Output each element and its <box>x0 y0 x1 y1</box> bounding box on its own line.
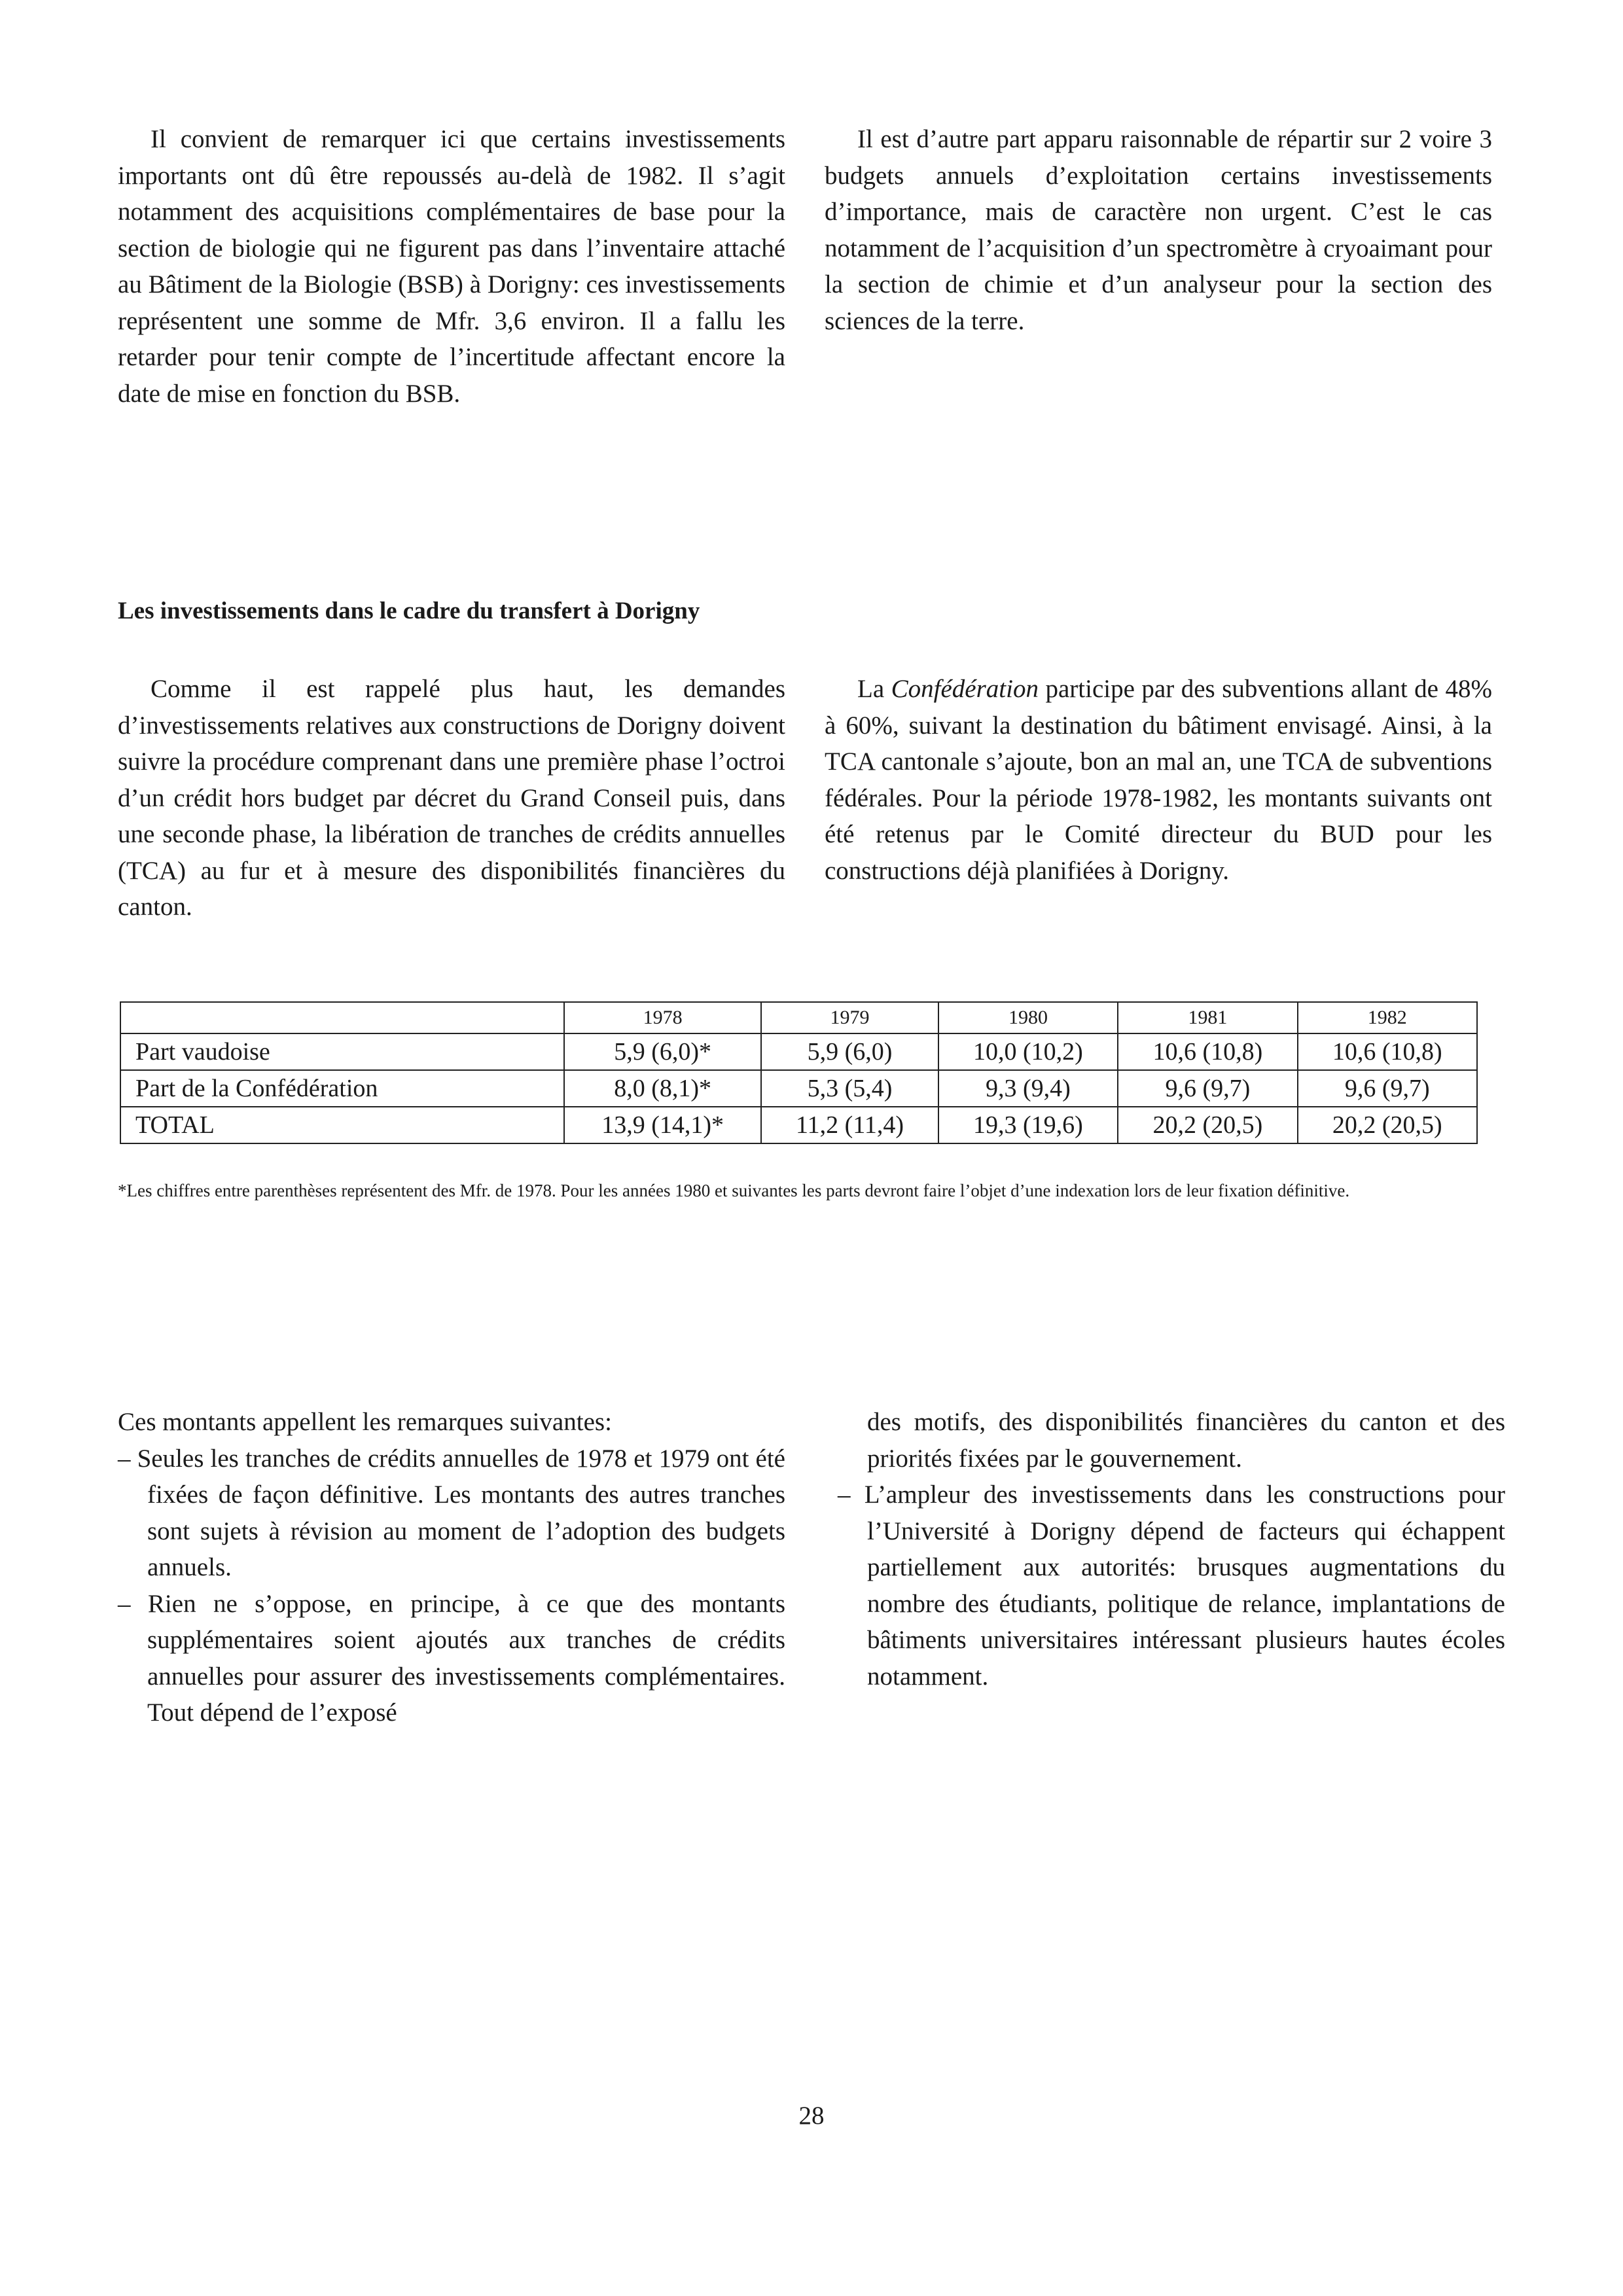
table-cell: 20,2 (20,5) <box>1298 1107 1477 1143</box>
table-corner-cell <box>120 1002 564 1033</box>
row-label: Part de la Confédération <box>120 1070 564 1107</box>
paragraph-confederation <box>825 671 1492 889</box>
investment-table <box>120 1001 1478 1144</box>
bottom-right-column <box>838 1404 1505 1695</box>
year-header: 1981 <box>1118 1002 1297 1033</box>
table-cell: 10,6 (10,8) <box>1118 1033 1297 1070</box>
table-row-total <box>120 1107 1477 1143</box>
table-cell: 9,6 (9,7) <box>1298 1070 1477 1107</box>
table-header-row <box>120 1002 1477 1033</box>
middle-right-column <box>825 671 1492 889</box>
bottom-left-column <box>118 1404 785 1731</box>
middle-left-column <box>118 671 785 925</box>
table-cell: 5,9 (6,0) <box>761 1033 938 1070</box>
table-cell: 10,6 (10,8) <box>1298 1033 1477 1070</box>
row-label: Part vaudoise <box>120 1033 564 1070</box>
table-cell: 8,0 (8,1)* <box>564 1070 761 1107</box>
row-label: TOTAL <box>120 1107 564 1143</box>
year-header: 1978 <box>564 1002 761 1033</box>
remarks-intro: Ces montants appellent les remarques suivantes: <box>118 1408 612 1436</box>
section-heading: Les investissements dans le cadre du transfert à Dorigny <box>118 598 700 624</box>
table-cell: 19,3 (19,6) <box>938 1107 1118 1143</box>
year-header: 1979 <box>761 1002 938 1033</box>
table-cell: 5,3 (5,4) <box>761 1070 938 1107</box>
table-cell: 13,9 (14,1)* <box>564 1107 761 1143</box>
year-header: 1982 <box>1298 1002 1477 1033</box>
table-cell: 20,2 (20,5) <box>1118 1107 1297 1143</box>
top-left-column <box>118 121 785 412</box>
table-cell: 11,2 (11,4) <box>761 1107 938 1143</box>
table-cell: 9,6 (9,7) <box>1118 1070 1297 1107</box>
table-row <box>120 1033 1477 1070</box>
year-header: 1980 <box>938 1002 1118 1033</box>
remark-item-continuation: des motifs, des disponibilités financières du canton et des priorités fixées par le gouvernement. <box>867 1408 1505 1473</box>
paragraph-annual-budgets: Il est d’autre part apparu raisonnable de répartir sur 2 voire 3 budgets annuels d’exploitation certains investissements d’importance, mais de caractère non urgent. C’est le cas notamment de l’acquisition d’un spectromètre à cryoaimant pour la section de chimie et d’un analyseur pour la section des sciences de la terre. <box>825 125 1492 335</box>
confederation-prefix: La <box>857 675 891 703</box>
table-footnote: *Les chiffres entre parenthèses représentent des Mfr. de 1978. Pour les années 1980 et suivantes les parts devront faire l’objet d’une indexation lors de leur fixation définitive. <box>118 1181 1350 1200</box>
paragraph-procedure: Comme il est rappelé plus haut, les demandes d’investissements relatives aux constructions de Dorigny doivent suivre la procédure comprenant dans une première phase l’octroi d’un crédit hors budget par décret du Grand Conseil puis, dans une seconde phase, la libération de tranches de crédits annuelles (TCA) au fur et à mesure des disponibilités financières du canton. <box>118 675 785 921</box>
remark-item: – L’ampleur des investissements dans les constructions pour l’Université à Dorigny dépend de facteurs qui échappent partiellement aux autorités: brusques augmentations du nombre des étudiants, politique de relance, implantations de bâtiments universitaires intéressant plusieurs hautes écoles notamment. <box>838 1480 1505 1691</box>
confederation-italic: Confédération <box>891 675 1039 703</box>
table-cell: 9,3 (9,4) <box>938 1070 1118 1107</box>
paragraph-deferred-investments: Il convient de remarquer ici que certains investissements importants ont dû être repoussés au-delà de 1982. Il s’agit notamment des acquisitions complémentaires de base pour la section de biologie qui ne figurent pas dans l’inventaire attaché au Bâtiment de la Biologie (BSB) à Dorigny: ces investissements représentent une somme de Mfr. 3,6 environ. Il a fallu les retarder pour tenir compte de l’incertitude affectant encore la date de mise en fonction du BSB. <box>118 125 785 408</box>
remark-item: – Seules les tranches de crédits annuelles de 1978 et 1979 ont été fixées de façon définitive. Les montants des autres tranches sont sujets à révision au moment de l’adoption des budgets annuels. <box>118 1444 785 1581</box>
table-cell: 5,9 (6,0)* <box>564 1033 761 1070</box>
remark-item: – Rien ne s’oppose, en principe, à ce que des montants supplémentaires soient ajoutés aux tranches de crédits annuelles pour assurer des investissements complémentaires. Tout dépend de l’exposé <box>118 1589 785 1727</box>
confederation-text: participe par des subventions allant de 48% à 60%, suivant la destination du bâtiment envisagé. Ainsi, à la TCA cantonale s’ajoute, bon an mal an, une TCA de subventions fédérales. Pour la période 1978-1982, les montants suivants ont été retenus par le Comité directeur du BUD pour les constructions déjà planifiées à Dorigny. <box>825 675 1492 885</box>
top-right-column <box>825 121 1492 339</box>
table-cell: 10,0 (10,2) <box>938 1033 1118 1070</box>
page-number: 28 <box>798 2102 825 2130</box>
table-row <box>120 1070 1477 1107</box>
